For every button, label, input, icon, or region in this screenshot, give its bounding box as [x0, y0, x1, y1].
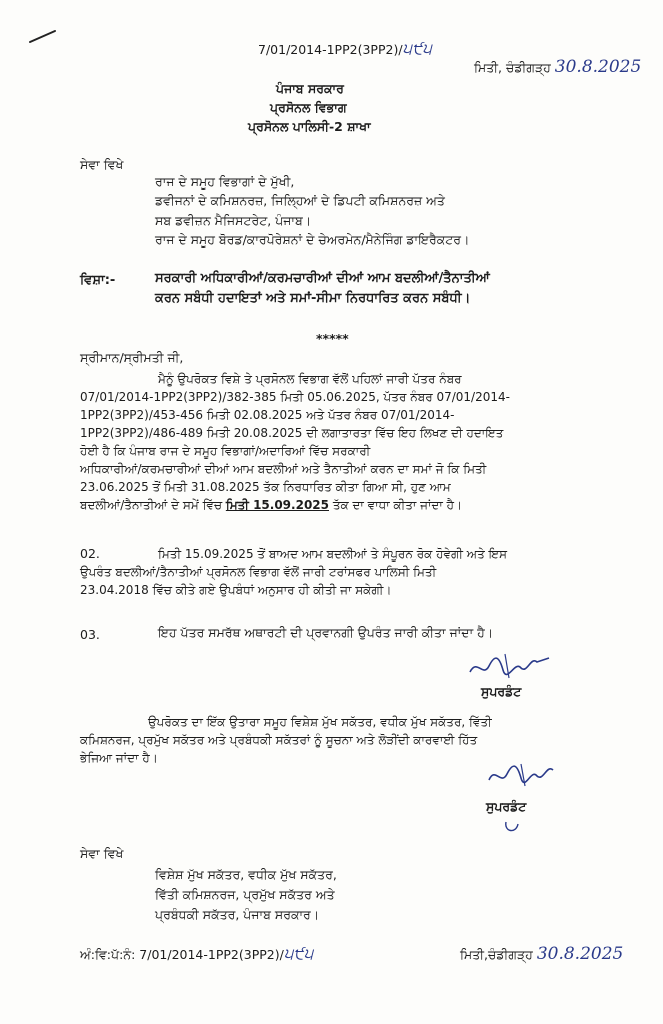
footer-date-handwritten: 30.8.2025 [536, 944, 624, 964]
copy-forward-line: ਭੇਜਿਆ ਜਾਂਦਾ ਹੈ। [80, 751, 158, 765]
office-line-branch: ਪ੍ਰਸੋਨਲ ਪਾਲਿਸੀ-2 ਸ਼ਾਖਾ [248, 119, 371, 134]
header-date [474, 58, 641, 77]
recipient-line: ਵਿੱਤੀ ਕਮਿਸ਼ਨਰਜ, ਪ੍ਰਮੁੱਖ ਸਕੱਤਰ ਅਤੇ [155, 887, 335, 902]
paragraph-1 [80, 370, 540, 514]
salutation: ਸ੍ਰੀਮਾਨ/ਸ੍ਰੀਮਤੀ ਜੀ, [80, 350, 184, 365]
last-line-prefix: ਬਦਲੀਆਂ/ਤੈਨਾਤੀਆਂ ਦੇ ਸਮੇਂ ਵਿੱਚ [80, 498, 226, 512]
copy-forward-paragraph [80, 713, 540, 767]
footer-date-label: ਮਿਤੀ,ਚੰਡੀਗੜ੍ਹ [460, 947, 533, 962]
subject-line: ਕਰਨ ਸਬੰਧੀ ਹਦਾਇਤਾਂ ਅਤੇ ਸਮਾਂ-ਸੀਮਾ ਨਿਰਧਾਰਿਤ ਕਰਨ ਸਬੰਧੀ। [155, 291, 471, 306]
last-line-suffix: ਤੱਕ ਦਾ ਵਾਧਾ ਕੀਤਾ ਜਾਂਦਾ ਹੈ। [329, 498, 463, 512]
signature-scribble [465, 648, 555, 684]
endorsement-reference [80, 945, 313, 964]
paragraph-1-line: ਮੈਨੂੰ ਉਪਰੋਕਤ ਵਿਸ਼ੇ ਤੇ ਪ੍ਰਸੋਨਲ ਵਿਭਾਗ ਵੱਲੋਂ ਪਹਿਲਾਂ ਜਾਰੀ ਪੱਤਰ ਨੰਬਰ [158, 372, 462, 386]
recipient-label: ਸੇਵਾ ਵਿਖੇ [80, 846, 124, 861]
signature-scribble [485, 758, 565, 794]
pen-stroke-mark [28, 28, 58, 44]
date-handwritten: 30.8.2025 [554, 57, 642, 77]
addressee-label: ਸੇਵਾ ਵਿਖੇ [80, 157, 124, 172]
paragraph-1-last-line [80, 496, 540, 514]
subject-label: ਵਿਸ਼ਾ:- [80, 273, 116, 288]
signatory-title: ਸੁਪਰਡੰਟ [486, 799, 527, 814]
endorsement-handwritten: ੫੯੫ [283, 944, 314, 963]
subject-line: ਸਰਕਾਰੀ ਅਧਿਕਾਰੀਆਂ/ਕਰਮਚਾਰੀਆਂ ਦੀਆਂ ਆਮ ਬਦਲੀਆਂ/ਤੈਨਾਤੀਆਂ [155, 271, 490, 286]
initials-mark [502, 818, 522, 836]
paragraph-2 [80, 545, 540, 599]
paragraph-2-line: ਮਿਤੀ 15.09.2025 ਤੋਂ ਬਾਅਦ ਆਮ ਬਦਲੀਆਂ ਤੇ ਸੰਪੂਰਨ ਰੋਕ ਹੋਵੇਗੀ ਅਤੇ ਇਸ [158, 547, 508, 561]
reference-handwritten: ੫੯੫ [402, 39, 432, 58]
addressee-line: ਡਵੀਜਨਾਂ ਦੇ ਕਮਿਸ਼ਨਰਜ਼, ਜਿਲ੍ਹਿਆਂ ਦੇ ਡਿਪਟੀ ਕਮਿਸ਼ਨਰਜ਼ ਅਤੇ [155, 193, 445, 208]
paragraph-3-number: 03. [80, 627, 100, 642]
addressee-line: ਸਬ ਡਵੀਜ਼ਨ ਮੈਜਿਸਟਰੇਟ, ਪੰਜਾਬ। [155, 213, 312, 228]
paragraph-1-line: 23.06.2025 ਤੋਂ ਮਿਤੀ 31.08.2025 ਤੱਕ ਨਿਰਧਾਰਿਤ ਕੀਤਾ ਗਿਆ ਸੀ, ਹੁਣ ਆਮ [80, 480, 451, 494]
paragraph-1-line: 1PP2(3PP2)/486-489 ਮਿਤੀ 20.08.2025 ਦੀ ਲਗਾਤਾਰਤਾ ਵਿੱਚ ਇਹ ਲਿਖਣ ਦੀ ਹਦਾਇਤ [80, 426, 504, 440]
date-label: ਮਿਤੀ, ਚੰਡੀਗੜ੍ਹ [474, 60, 551, 75]
copy-forward-line: ਉਪਰੋਕਤ ਦਾ ਇੱਕ ਉਤਾਰਾ ਸਮੂਹ ਵਿਸ਼ੇਸ਼ ਮੁੱਖ ਸਕੱਤਰ, ਵਧੀਕ ਮੁੱਖ ਸਕੱਤਰ, ਵਿੱਤੀ [148, 715, 492, 729]
endorsement-printed: ਅੰ:ਵਿ:ਪੱ:ਨੰ: 7/01/2014-1PP2(3PP2)/ [80, 947, 284, 962]
reference-printed: 7/01/2014-1PP2(3PP2)/ [258, 42, 403, 57]
paragraph-2-line: ਉਪਰੰਤ ਬਦਲੀਆਂ/ਤੈਨਾਤੀਆਂ ਪ੍ਰਸੋਨਲ ਵਿਭਾਗ ਵੱਲੋਂ ਜਾਰੀ ਟਰਾਂਸਫਰ ਪਾਲਿਸੀ ਮਿਤੀ [80, 565, 437, 579]
paragraph-1-line: ਅਧਿਕਾਰੀਆਂ/ਕਰਮਚਾਰੀਆਂ ਦੀਆਂ ਆਮ ਬਦਲੀਆਂ ਅਤੇ ਤੈਨਾਤੀਆਂ ਕਰਨ ਦਾ ਸਮਾਂ ਜੋ ਕਿ ਮਿਤੀ [80, 462, 487, 476]
footer-date [460, 945, 623, 964]
paragraph-1-line: 07/01/2014-1PP2(3PP2)/382-385 ਮਿਤੀ 05.06.2025, ਪੱਤਰ ਨੰਬਰ 07/01/2014- [80, 390, 510, 404]
signatory-title: ਸੁਪਰਡੰਟ [481, 684, 522, 699]
paragraph-1-line: 1PP2(3PP2)/453-456 ਮਿਤੀ 02.08.2025 ਅਤੇ ਪੱਤਰ ਨੰਬਰ 07/01/2014- [80, 408, 455, 422]
paragraph-2-number: 02. [80, 546, 100, 561]
separator-stars: ***** [316, 331, 349, 346]
copy-forward-line: ਕਮਿਸ਼ਨਰਜ, ਪ੍ਰਮੁੱਖ ਸਕੱਤਰ ਅਤੇ ਪ੍ਰਬੰਧਕੀ ਸਕੱਤਰਾਂ ਨੂੰ ਸੂਚਨਾ ਅਤੇ ਲੋੜੀਂਦੀ ਕਾਰਵਾਈ ਹਿੱਤ [80, 733, 478, 747]
reference-number [258, 40, 432, 59]
addressee-line: ਰਾਜ ਦੇ ਸਮੂਹ ਵਿਭਾਗਾਂ ਦੇ ਮੁੱਖੀ, [155, 174, 295, 189]
extended-date: ਮਿਤੀ 15.09.2025 [225, 498, 329, 512]
paragraph-1-line: ਹੋਈ ਹੈ ਕਿ ਪੰਜਾਬ ਰਾਜ ਦੇ ਸਮੂਹ ਵਿਭਾਗਾਂ/ਅਦਾਰਿਆਂ ਵਿੱਚ ਸਰਕਾਰੀ [80, 444, 371, 458]
office-line-government: ਪੰਜਾਬ ਸਰਕਾਰ [276, 81, 344, 96]
recipient-line: ਪ੍ਰਬੰਧਕੀ ਸਕੱਤਰ, ਪੰਜਾਬ ਸਰਕਾਰ। [155, 907, 320, 922]
paragraph-2-line: 23.04.2018 ਵਿੱਚ ਕੀਤੇ ਗਏ ਉਪਬੰਧਾਂ ਅਨੁਸਾਰ ਹੀ ਕੀਤੀ ਜਾ ਸਕੇਗੀ। [80, 583, 392, 597]
office-line-department: ਪ੍ਰਸੋਨਲ ਵਿਭਾਗ [270, 100, 347, 115]
addressee-line: ਰਾਜ ਦੇ ਸਮੂਹ ਬੋਰਡ/ਕਾਰਪੋਰੇਸ਼ਨਾਂ ਦੇ ਚੇਅਰਮੇਨ/ਮੈਨੇਜਿੰਗ ਡਾਇਰੈਕਟਰ। [155, 232, 470, 247]
paragraph-3-text: ਇਹ ਪੱਤਰ ਸਮਰੱਥ ਅਥਾਰਟੀ ਦੀ ਪ੍ਰਵਾਨਗੀ ਉਪਰੰਤ ਜਾਰੀ ਕੀਤਾ ਜਾਂਦਾ ਹੈ। [158, 625, 494, 640]
recipient-line: ਵਿਸ਼ੇਸ਼ ਮੁੱਖ ਸਕੱਤਰ, ਵਧੀਕ ਮੁੱਖ ਸਕੱਤਰ, [155, 867, 337, 882]
